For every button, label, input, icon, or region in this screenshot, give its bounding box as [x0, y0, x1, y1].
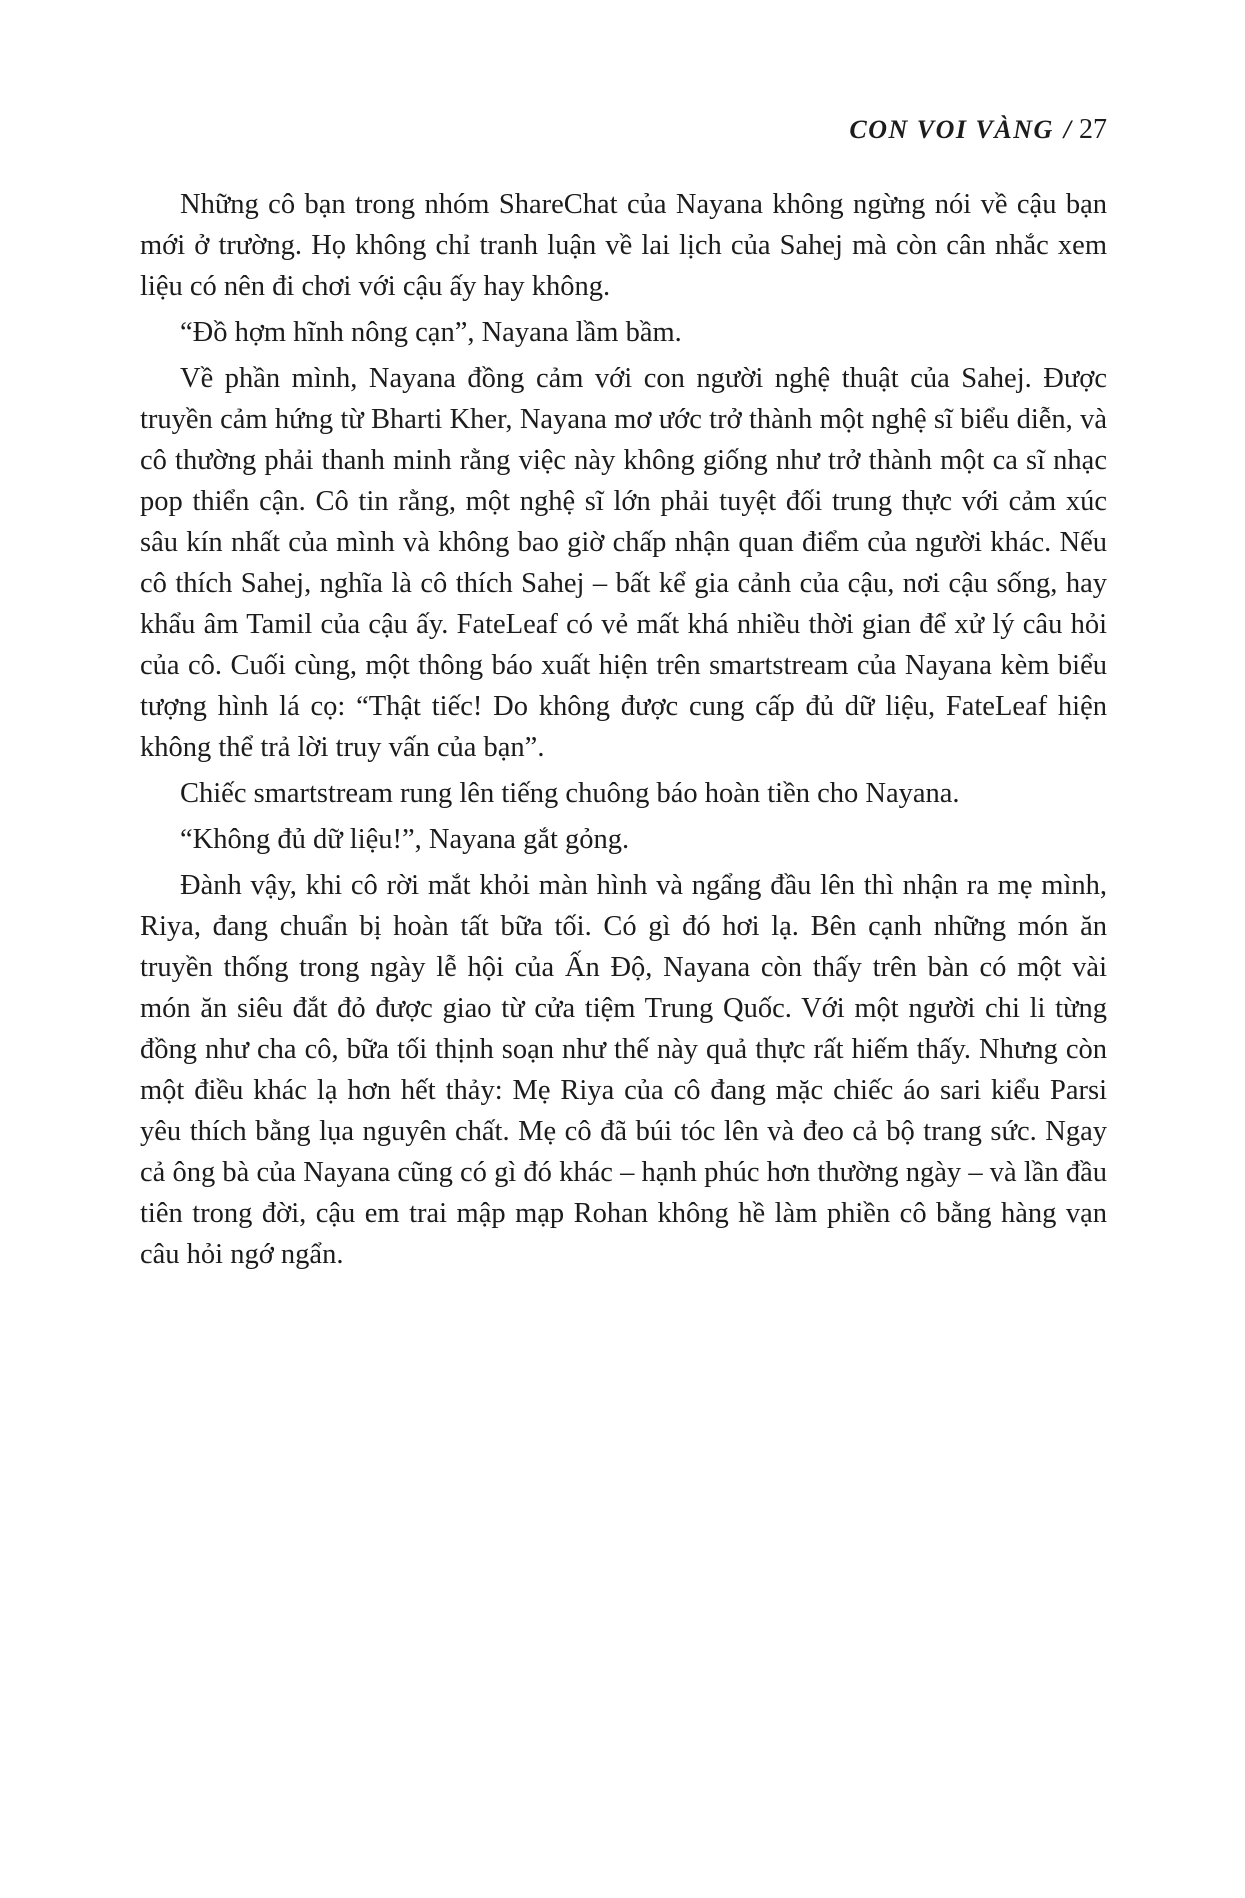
page-number: 27: [1079, 114, 1107, 145]
paragraph-1: Những cô bạn trong nhóm ShareChat của Nayana không ngừng nói về cậu bạn mới ở trường. Họ không chỉ tranh luận về lai lịch của Sahej mà còn cân nhắc xem liệu có nên đi chơi với cậu ấy hay không.: [140, 189, 1107, 302]
running-head-title: CON VOI VÀNG: [849, 115, 1054, 144]
paragraph-3: Về phần mình, Nayana đồng cảm với con người nghệ thuật của Sahej. Được truyền cảm hứng từ Bharti Kher, Nayana mơ ước trở thành một nghệ sĩ biểu diễn, và cô thường phải thanh minh rằng việc này không giống như trở thành một ca sĩ nhạc pop thiển cận. Cô tin rằng, một nghệ sĩ lớn phải tuyệt đối trung thực với cảm xúc sâu kín nhất của mình và không bao giờ chấp nhận quan điểm của người khác. Nếu cô thích Sahej, nghĩa là cô thích Sahej – bất kể gia cảnh của cậu, nơi cậu sống, hay khẩu âm Tamil của cậu ấy. FateLeaf có vẻ mất khá nhiều thời gian để xử lý câu hỏi của cô. Cuối cùng, một thông báo xuất hiện trên smartstream của Nayana kèm biểu tượng hình lá cọ: “Thật tiếc! Do không được cung cấp đủ dữ liệu, FateLeaf hiện không thể trả lời truy vấn của bạn”.: [140, 363, 1107, 763]
paragraph-2: “Đồ hợm hĩnh nông cạn”, Nayana lầm bầm.: [180, 317, 682, 348]
body-text: [140, 184, 1107, 1280]
paragraph-5: “Không đủ dữ liệu!”, Nayana gắt gỏng.: [180, 824, 630, 855]
running-head-separator: /: [1063, 115, 1071, 144]
paragraph-6: Đành vậy, khi cô rời mắt khỏi màn hình và ngẩng đầu lên thì nhận ra mẹ mình, Riya, đang chuẩn bị hoàn tất bữa tối. Có gì đó hơi lạ. Bên cạnh những món ăn truyền thống trong ngày lễ hội của Ấn Độ, Nayana còn thấy trên bàn có một vài món ăn siêu đắt đỏ được giao từ cửa tiệm Trung Quốc. Với một người chi li từng đồng như cha cô, bữa tối thịnh soạn như thế này quả thực rất hiếm thấy. Nhưng còn một điều khác lạ hơn hết thảy: Mẹ Riya của cô đang mặc chiếc áo sari kiểu Parsi yêu thích bằng lụa nguyên chất. Mẹ cô đã búi tóc lên và đeo cả bộ trang sức. Ngay cả ông bà của Nayana cũng có gì đó khác – hạnh phúc hơn thường ngày – và lần đầu tiên trong đời, cậu em trai mập mạp Rohan không hề làm phiền cô bằng hàng vạn câu hỏi ngớ ngẩn.: [140, 870, 1107, 1270]
paragraph-4: Chiếc smartstream rung lên tiếng chuông báo hoàn tiền cho Nayana.: [180, 778, 960, 809]
running-header: [140, 114, 1107, 146]
